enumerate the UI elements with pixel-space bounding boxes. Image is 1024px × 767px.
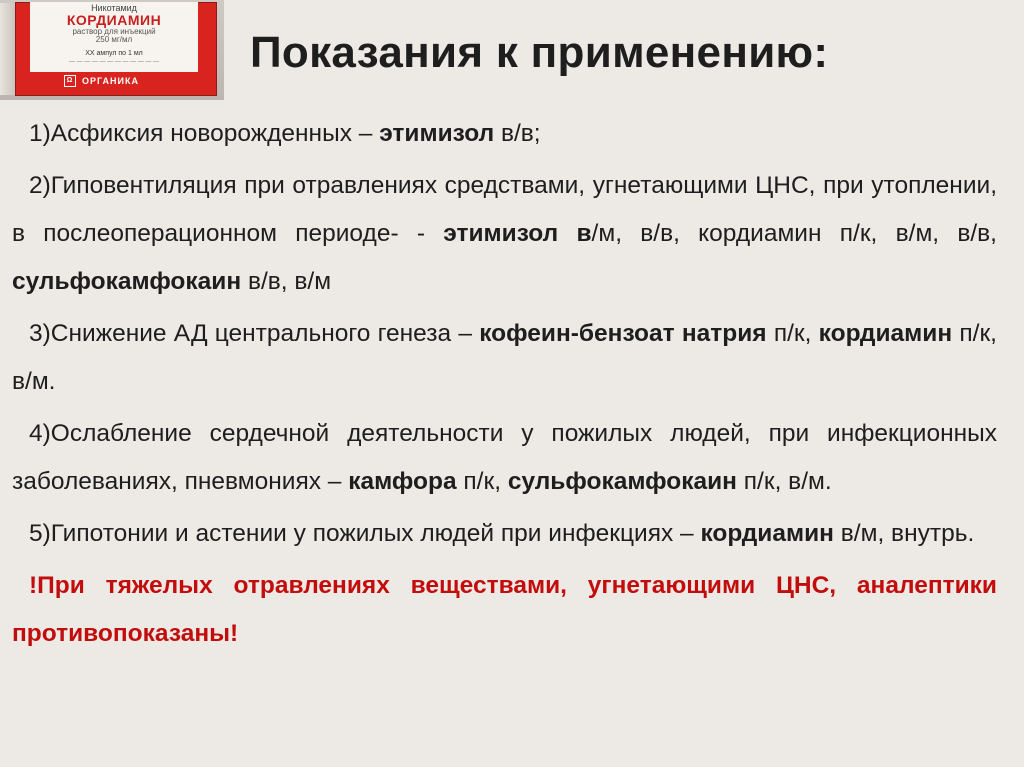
drug-name: кордиамин — [700, 520, 834, 547]
indication-item — [12, 510, 997, 558]
indication-text: /м, в/в, кордиамин п/к, в/м, в/в, — [591, 220, 997, 247]
indication-text: 1)Асфиксия новорожденных – — [29, 120, 380, 147]
box-logo-text: ОРГАНИКА — [82, 76, 139, 86]
box-logo — [64, 74, 139, 88]
indications-list — [12, 110, 997, 683]
indication-text: 4)Ослабление сердечной деятельности у пожилых людей, при инфекционных заболеваниях, пневмониях – — [12, 420, 997, 495]
logo-mark-icon: Ω — [64, 75, 76, 87]
drug-name: этимизол в — [443, 220, 592, 247]
product-box-image — [0, 0, 224, 100]
indication-text: п/к, в/м. — [736, 468, 832, 495]
box-generic-name: Никотамид — [91, 3, 137, 13]
indication-item — [12, 410, 997, 506]
indication-item — [12, 310, 997, 406]
drug-name: кордиамин — [818, 320, 953, 347]
box-dose: 250 мг/мл — [95, 35, 133, 44]
box-pack: XX ампул по 1 мл — [85, 50, 143, 57]
indication-text: 3)Снижение АД центрального генеза – — [29, 320, 480, 347]
indication-text: в/м, внутрь. — [833, 520, 975, 547]
drug-name: сульфокамфокаин — [507, 468, 737, 495]
indication-text: 5)Гипотонии и астении у пожилых людей при инфекциях – — [29, 520, 701, 547]
indication-text: п/к, в/м. — [12, 320, 997, 395]
drug-name: камфора — [348, 468, 457, 495]
box-fine-print: — — — — — — — — — — — — — [68, 59, 160, 65]
drug-name: этимизол — [379, 120, 495, 147]
warning-text: !При тяжелых отравлениях веществами, угнетающими ЦНС, аналептики противопоказаны! — [12, 572, 997, 647]
indication-item — [12, 110, 997, 158]
box-brand-name: КОРДИАМИН — [66, 12, 162, 28]
contraindication-warning — [12, 562, 997, 658]
drug-name: сульфокамфокаин — [12, 268, 242, 295]
indication-text: в/в, в/м — [241, 268, 332, 295]
box-form: раствор для инъекций — [72, 27, 156, 36]
drug-name: кофеин-бензоат натрия — [479, 320, 767, 347]
indication-text: п/к, — [456, 468, 508, 495]
box-label-panel — [30, 2, 198, 72]
indication-text: в/в; — [494, 120, 541, 147]
indication-text: 2)Гиповентиляция при отравлениях средствами, угнетающими ЦНС, при утоплении, в послеоперационном периоде- - — [12, 172, 997, 247]
box-side — [0, 3, 16, 95]
indication-item — [12, 162, 997, 306]
page-title: Показания к применению: — [250, 28, 829, 77]
indication-text: п/к, — [766, 320, 819, 347]
